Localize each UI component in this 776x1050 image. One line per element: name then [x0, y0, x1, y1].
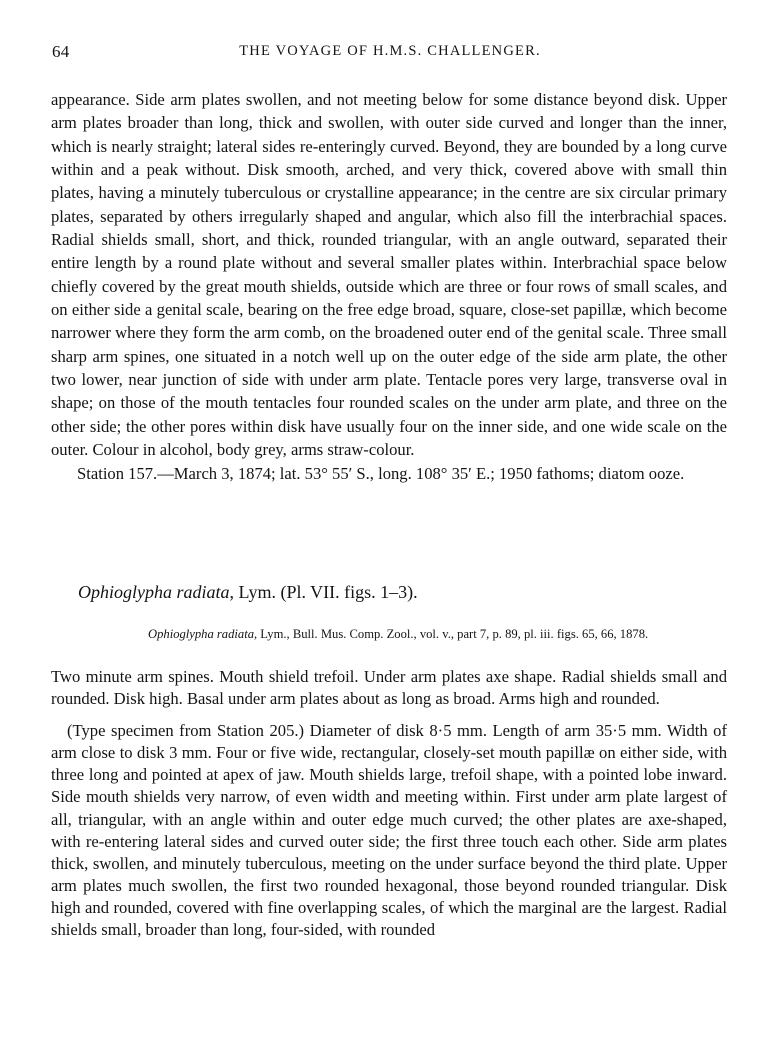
description-paragraph: appearance. Side arm plates swollen, and not meeting below for some distance beyond disk. Upper arm plates broader than long, thick and swollen, with outer side curved and longer than the inner, which is nearly straight; lateral sides re-enteringly curved. Beyond, they are bounded by a long curve within and a peak without. Disk smooth, arched, and very thick, covered above with small thin plates, having a minutely tuberculous or crystalline appearance; in the centre are six circular primary plates, separated by others irregularly shaped and angular, which also fill the interbrachial spaces. Radial shields small, short, and thick, rounded triangular, with an angle outward, separated their entire length by a round plate without and several smaller plates within. Interbrachial space below chiefly covered by the great mouth shields, outside which are three or four rows of small scales, and on either side a genital scale, bearing on the free edge broad, square, close-set papillæ, which become narrower where they form the arm comb, on the broadened outer end of the genital scale. Three small sharp arm spines, one situated in a notch well up on the outer edge of the side arm plate, the other two lower, near junction of side with under arm plate. Tentacle pores very large, transverse oval in shape; on those of the mouth tentacles four rounded scales on the under arm plate, and three on the other side; the other pores within disk have usually four on the inner side, and one wide scale on the outer. Colour in alcohol, body grey, arms straw-colour.	[51, 90, 727, 460]
species-description	[51, 666, 727, 941]
citation-reference: , Lym., Bull. Mus. Comp. Zool., vol. v., part 7, p. 89, pl. iii. figs. 65, 66, 1878.	[254, 627, 649, 641]
diagnosis-paragraph: Two minute arm spines. Mouth shield trefoil. Under arm plates axe shape. Radial shields small and rounded. Disk high. Basal under arm plates about as long as broad. Arms high and rounded.	[51, 667, 727, 709]
type-description-paragraph: (Type specimen from Station 205.) Diameter of disk 8·5 mm. Length of arm 35·5 mm. Width of arm close to disk 3 mm. Four or five wide, rectangular, closely-set mouth papillæ on either side, with three long and pointed at apex of jaw. Mouth shields large, trefoil shape, with a pointed lobe inward. Side mouth shields very narrow, of even width and meeting within. First under arm plate largest of all, triangular, with an angle within and outer edge much curved; the other plates are axe-shaped, with re-entering lateral sides and curved outer side; the first three touch each other. Side arm plates thick, swollen, and minutely tuberculous, meeting on the under surface beyond the third plate. Upper arm plates much swollen, the first two rounded hexagonal, those beyond rounded triangular. Disk high and rounded, covered with fine overlapping scales, of which the marginal are the largest. Radial shields small, broader than long, four-sided, with rounded	[51, 721, 727, 940]
species-heading	[78, 580, 418, 604]
page-number: 64	[52, 42, 70, 61]
citation-species: Ophioglypha radiata	[148, 627, 254, 641]
species-authority: , Lym. (Pl. VII. figs. 1–3).	[229, 582, 418, 602]
synonymy-citation	[148, 626, 736, 643]
running-head: THE VOYAGE OF H.M.S. CHALLENGER.	[239, 43, 541, 59]
species-name: Ophioglypha radiata	[78, 582, 230, 602]
station-record: Station 157.—March 3, 1874; lat. 53° 55′ S., long. 108° 35′ E.; 1950 fathoms; diatom ooze.	[77, 463, 685, 483]
page-header	[50, 42, 730, 64]
description-continued	[51, 88, 727, 485]
